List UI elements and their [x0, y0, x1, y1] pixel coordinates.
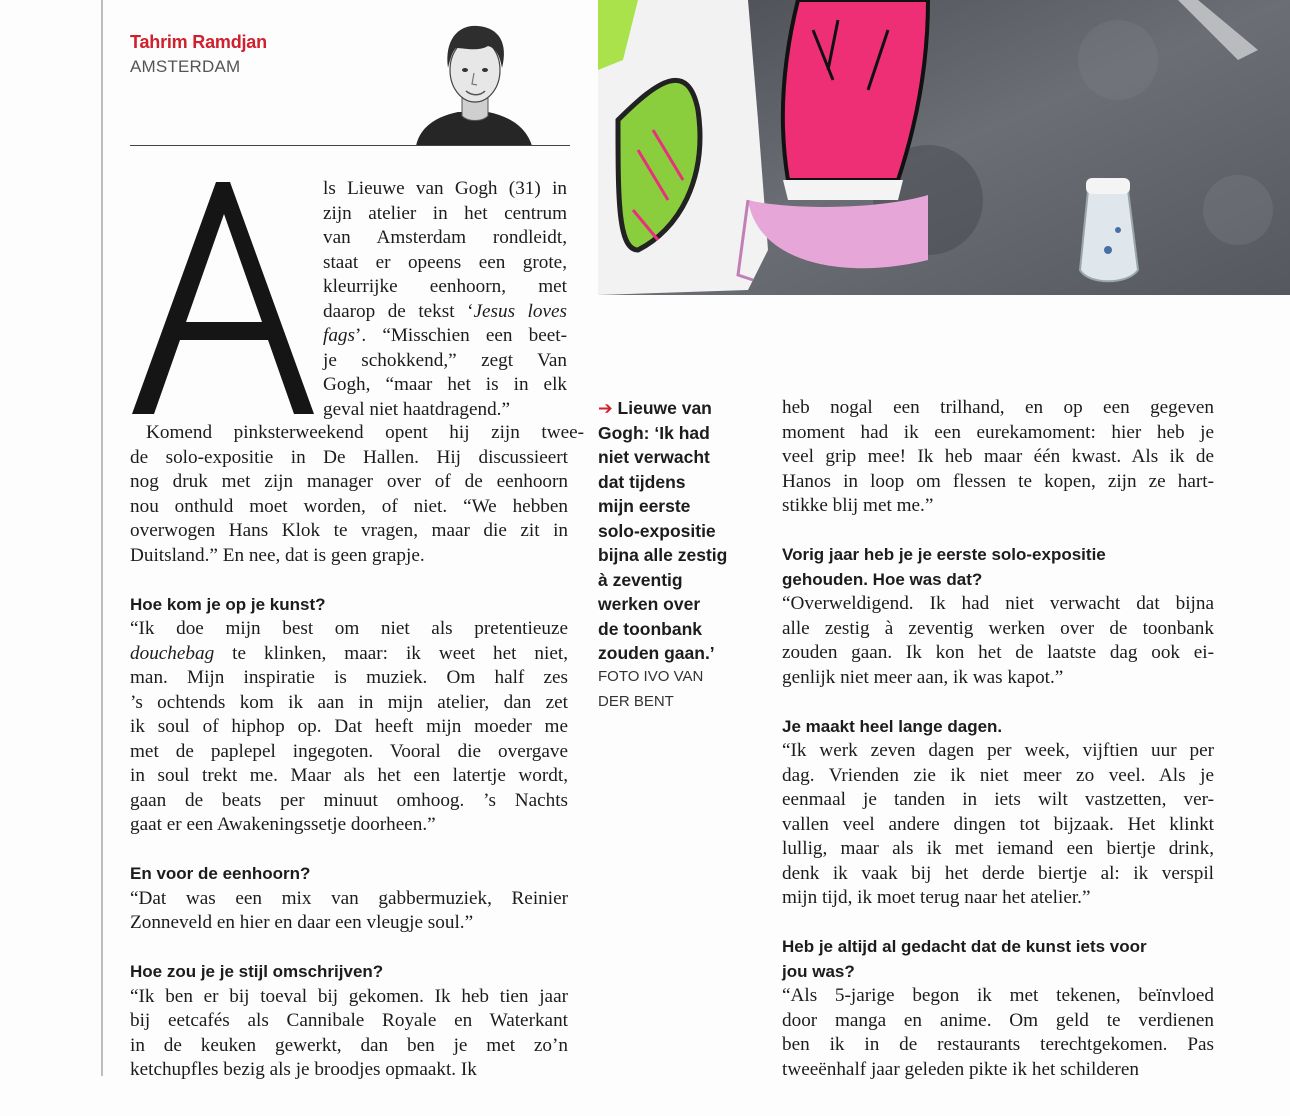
- text-line: zouden gaan. Ik kon het de laatste dag ook ei-: [782, 642, 1214, 663]
- text-line: mijn tijd, ik moet terug naar het atelier.”: [782, 887, 1091, 908]
- text-line: van Amsterdam rondleidt,: [323, 227, 567, 248]
- text-line: vallen veel andere dingen tot bijzaak. Het klinkt: [782, 813, 1214, 835]
- text-line: “Ik werk zeven dagen per week, vijftien uur per: [782, 740, 1214, 761]
- text-line: in de keuken gewerkt, dan ben je met zo’n: [130, 1034, 568, 1056]
- text-line: gaan de beats per minuut omhoog. ’s Nachts: [130, 789, 568, 811]
- text-line: moment had ik een eurekamoment: hier heb je: [782, 421, 1214, 443]
- photo-credit: DER BENT: [598, 692, 674, 710]
- text-line: Hanos in loop om flessen te kopen, zijn ze hart-: [782, 470, 1214, 492]
- text-line: kleurrijke eenhoorn, met: [323, 276, 567, 297]
- text-line: “Ik doe mijn best om niet als pretentieuze: [130, 618, 568, 639]
- caption-line: zouden gaan.’: [598, 643, 715, 663]
- arrow-icon: ➔: [598, 398, 618, 418]
- text-line: de solo-expositie in De Hallen. Hij discussieert: [130, 446, 568, 468]
- dropcap-letter: [128, 178, 318, 418]
- text-line: veel grip mee! Ik heb maar één kwast. Als ik de: [782, 446, 1214, 467]
- text-line: “Overweldigend. Ik had niet verwacht dat bijna: [782, 593, 1214, 614]
- text-line: ben ik in de restaurants terechtgekomen. Pas: [782, 1034, 1214, 1055]
- text-line: met de paplepel ingegoten. Vooral die overgave: [130, 740, 568, 762]
- author-name: Tahrim Ramdjan: [130, 32, 267, 52]
- text-line: Hoe kom je op je kunst?: [130, 594, 326, 614]
- text-line: lullig, maar als ik met iemand een biertje drink,: [782, 838, 1214, 859]
- text-line: bij eetcafés als Cannibale Royale en Waterkant: [130, 1010, 568, 1031]
- author-portrait: [408, 18, 538, 146]
- text-line: je schokkend,” zegt Van: [323, 349, 567, 371]
- caption-line: de toonbank: [598, 618, 703, 639]
- caption-line: mijn eerste: [598, 496, 691, 516]
- photo-credit: FOTO IVO VAN: [598, 668, 704, 685]
- text-line: stikke blij met me.”: [782, 495, 934, 516]
- caption-line: ➔ Lieuwe van: [598, 398, 712, 418]
- text-line: ’s ochtends kom ik aan in mijn atelier, dan zet: [130, 691, 568, 713]
- caption-line: dat tijdens: [598, 471, 686, 492]
- text-line: gaat er een Awakeningssetje doorheen.”: [130, 814, 436, 835]
- text-line: eenmaal je tanden in iets wilt vastzetten, ver-: [782, 789, 1214, 810]
- text-line: ls Lieuwe van Gogh (31) in: [323, 178, 567, 199]
- text-line: “Ik ben er bij toeval bij gekomen. Ik heb tien jaar: [130, 985, 568, 1007]
- text-line: in soul trekt me. Maar als het een latertje wordt,: [130, 765, 568, 786]
- text-line: Duitsland.” En nee, dat is geen grapje.: [130, 544, 425, 566]
- text-line: Zonneveld en hier en daar een vleugje soul.”: [130, 912, 474, 933]
- text-line: genlijk niet meer aan, ik was kapot.”: [782, 666, 1064, 688]
- byline-rule: [130, 145, 570, 146]
- text-line: staat er opeens een grote,: [323, 251, 567, 273]
- text-line: Komend pinksterweekend opent hij zijn twee-: [146, 422, 584, 443]
- caption-line: à zeventig: [598, 569, 683, 590]
- text-line: tweeënhalf jaar geleden pikte ik het schilderen: [782, 1058, 1139, 1080]
- unicorn-sculpture-photo: [598, 0, 1290, 295]
- text-line: alle zestig à zeventig werken over de toonbank: [782, 617, 1214, 639]
- text-line: Heb je altijd al gedacht dat de kunst iets voor: [782, 937, 1147, 956]
- text-line: En voor de eenhoorn?: [130, 864, 311, 883]
- text-line: ik soul of hiphop op. Dat heeft mijn moeder me: [130, 716, 568, 737]
- text-line: dag. Vrienden zie ik niet meer zo veel. Als je: [782, 764, 1214, 786]
- text-line: gehouden. Hoe was dat?: [782, 569, 983, 589]
- column-rule: [101, 0, 103, 1076]
- text-line: daarop de tekst ‘Jesus loves: [323, 300, 567, 322]
- text-line: nou onthuld moet worden, of niet. “We hebben: [130, 495, 568, 517]
- text-line: ketchupfles bezig als je broodjes opmaakt. Ik: [130, 1059, 477, 1080]
- text-line: Vorig jaar heb je je eerste solo-expositie: [782, 545, 1106, 564]
- text-line: Hoe zou je je stijl omschrijven?: [130, 962, 384, 981]
- caption-line: Gogh: ‘Ik had: [598, 422, 710, 443]
- text-line: heb nogal een trilhand, en op een gegeven: [782, 397, 1214, 418]
- caption-line: niet verwacht: [598, 447, 710, 467]
- text-line: door manga en anime. Om geld te verdienen: [782, 1009, 1214, 1031]
- text-line: “Als 5-jarige begon ik met tekenen, beïnvloed: [782, 985, 1214, 1006]
- author-location: AMSTERDAM: [130, 57, 241, 76]
- text-line: zijn atelier in het centrum: [323, 202, 567, 224]
- text-line: “Dat was een mix van gabbermuziek, Reinier: [130, 887, 568, 909]
- text-line: man. Mijn inspiratie is muziek. Om half zes: [130, 667, 568, 688]
- caption-line: bijna alle zestig: [598, 545, 728, 565]
- text-line: nog druk met zijn manager over of de eenhoorn: [130, 471, 568, 492]
- text-line: jou was?: [782, 961, 855, 981]
- article-photo: [598, 0, 1290, 295]
- text-line: douchebag te klinken, maar: ik weet het niet,: [130, 642, 568, 664]
- text-line: Gogh, “maar het is in elk: [323, 374, 567, 395]
- text-line: fags’. “Misschien een beet-: [323, 325, 567, 346]
- text-line: denk ik vaak bij het derde biertje al: ik verspil: [782, 862, 1214, 884]
- text-line: overwogen Hans Klok te vragen, maar die zit in: [130, 520, 568, 541]
- text-line: Je maakt heel lange dagen.: [782, 716, 1003, 736]
- caption-line: werken over: [598, 594, 701, 614]
- text-line: geval niet haatdragend.”: [323, 398, 510, 420]
- caption-line: solo-expositie: [598, 520, 716, 541]
- svg-text:A: A: [223, 378, 224, 379]
